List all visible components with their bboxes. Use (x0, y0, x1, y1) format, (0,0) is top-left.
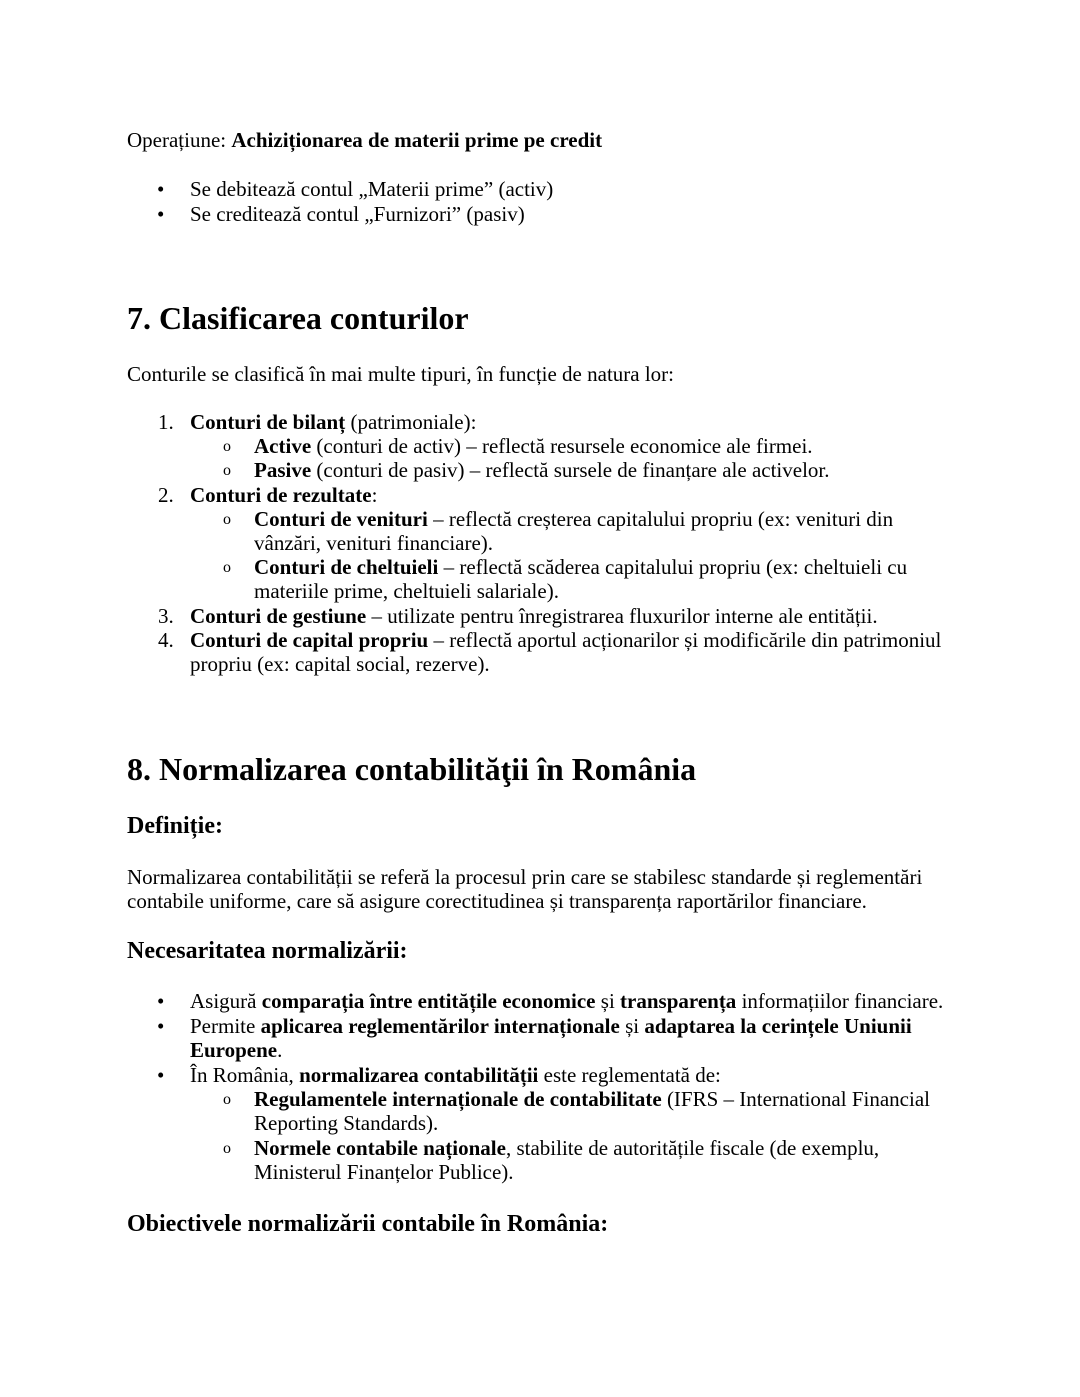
item-term: Conturi de venituri (254, 507, 428, 531)
bold-text: transparența (620, 989, 737, 1013)
text: și (619, 1014, 645, 1038)
item-term: Regulamentele internaționale de contabilitate (254, 1087, 662, 1111)
necessity-bullet-2-cont (190, 1038, 282, 1062)
operation-title: Achiziționarea de materii prime pe credit (231, 128, 603, 152)
section-7-heading: 7. Clasificarea conturilor (127, 300, 469, 336)
circle-bullet-icon: o (223, 559, 231, 576)
necessity-heading: Necesaritatea normalizării: (127, 938, 408, 964)
bold-text: comparația între entitățile economice (261, 989, 596, 1013)
list-number: 3. (158, 604, 174, 628)
item-term: Conturi de rezultate (190, 483, 372, 507)
circle-bullet-icon: o (223, 438, 231, 455)
list-number: 1. (158, 410, 174, 434)
list-item-rezultate (190, 483, 377, 507)
bold-text: Europene (190, 1038, 278, 1062)
list-item-capital-cont: propriu (ex: capital social, rezerve). (190, 652, 490, 676)
bullet-icon: • (157, 177, 165, 201)
item-term: Conturi de capital propriu (190, 628, 429, 652)
item-term: Conturi de cheltuieli (254, 555, 439, 579)
necessity-bullet-3 (190, 1063, 721, 1087)
item-desc: (conturi de activ) – reflectă resursele economice ale firmei. (311, 434, 813, 458)
definition-heading: Definiție: (127, 813, 223, 839)
operation-bullet-debit: Se debitează contul „Materii prime” (activ) (190, 177, 554, 201)
sublist-item-ifrs (254, 1087, 930, 1111)
text: și (595, 989, 621, 1013)
list-item-bilant (190, 410, 476, 434)
item-term: Conturi de bilanț (190, 410, 346, 434)
section-8-heading: 8. Normalizarea contabilităţii în România (127, 751, 697, 787)
sublist-item-cheltuieli-cont: materiile prime, cheltuieli salariale). (254, 579, 559, 603)
item-desc: – reflectă aportul acționarilor și modificările din patrimoniul (428, 628, 942, 652)
item-desc: : (371, 483, 378, 507)
item-desc: , stabilite de autoritățile fiscale (de exemplu, (505, 1136, 880, 1160)
bold-text: adaptarea la cerințele Uniunii (644, 1014, 912, 1038)
operation-bullet-credit: Se creditează contul „Furnizori” (pasiv) (190, 202, 525, 226)
text: . (277, 1038, 283, 1062)
sublist-item-national-cont: Ministerul Finanțelor Publice). (254, 1160, 514, 1184)
sublist-item-active (254, 434, 813, 458)
operation-line (127, 128, 602, 152)
item-desc: (IFRS – International Financial (661, 1087, 930, 1111)
circle-bullet-icon: o (223, 511, 231, 528)
sublist-item-ifrs-cont: Reporting Standards). (254, 1111, 439, 1135)
item-desc: – reflectă scăderea capitalului propriu (ex: cheltuieli cu (438, 555, 908, 579)
sublist-item-national (254, 1136, 879, 1160)
item-term: Active (254, 434, 312, 458)
item-desc: (patrimoniale): (345, 410, 477, 434)
bold-text: aplicarea reglementărilor internaționale (260, 1014, 620, 1038)
text: este reglementată de: (538, 1063, 721, 1087)
bullet-icon: • (157, 202, 165, 226)
necessity-bullet-2 (190, 1014, 912, 1038)
objectives-heading: Obiectivele normalizării contabile în România: (127, 1211, 609, 1237)
text: Permite (190, 1014, 261, 1038)
list-item-capital (190, 628, 941, 652)
definition-line-1: Normalizarea contabilității se referă la procesul prin care se stabilesc standarde și reglementări (127, 865, 923, 889)
definition-line-2: contabile uniforme, care să asigure corectitudinea și transparența raportărilor financiare. (127, 889, 867, 913)
item-term: Pasive (254, 458, 312, 482)
section-7-intro: Conturile se clasifică în mai multe tipuri, în funcție de natura lor: (127, 362, 675, 386)
sublist-item-venituri-cont: vânzări, venituri financiare). (254, 531, 494, 555)
item-desc: – reflectă creșterea capitalului propriu (ex: venituri din (427, 507, 894, 531)
bullet-icon: • (157, 1063, 165, 1087)
text: Asigură (190, 989, 262, 1013)
bullet-icon: • (157, 989, 165, 1013)
list-number: 2. (158, 483, 174, 507)
necessity-bullet-1 (190, 989, 943, 1013)
circle-bullet-icon: o (223, 1091, 231, 1108)
list-item-gestiune (190, 604, 878, 628)
item-desc: (conturi de pasiv) – reflectă sursele de finanțare ale activelor. (311, 458, 830, 482)
circle-bullet-icon: o (223, 462, 231, 479)
sublist-item-pasive (254, 458, 830, 482)
item-term: Normele contabile naționale (254, 1136, 506, 1160)
text: În România, (190, 1063, 300, 1087)
circle-bullet-icon: o (223, 1140, 231, 1157)
text: informațiilor financiare. (736, 989, 944, 1013)
sublist-item-cheltuieli (254, 555, 907, 579)
bullet-icon: • (157, 1014, 165, 1038)
list-number: 4. (158, 628, 174, 652)
bold-text: normalizarea contabilității (299, 1063, 539, 1087)
item-term: Conturi de gestiune (190, 604, 367, 628)
sublist-item-venituri (254, 507, 893, 531)
item-desc: – utilizate pentru înregistrarea fluxurilor interne ale entității. (366, 604, 878, 628)
operation-label: Operațiune: (127, 128, 232, 152)
